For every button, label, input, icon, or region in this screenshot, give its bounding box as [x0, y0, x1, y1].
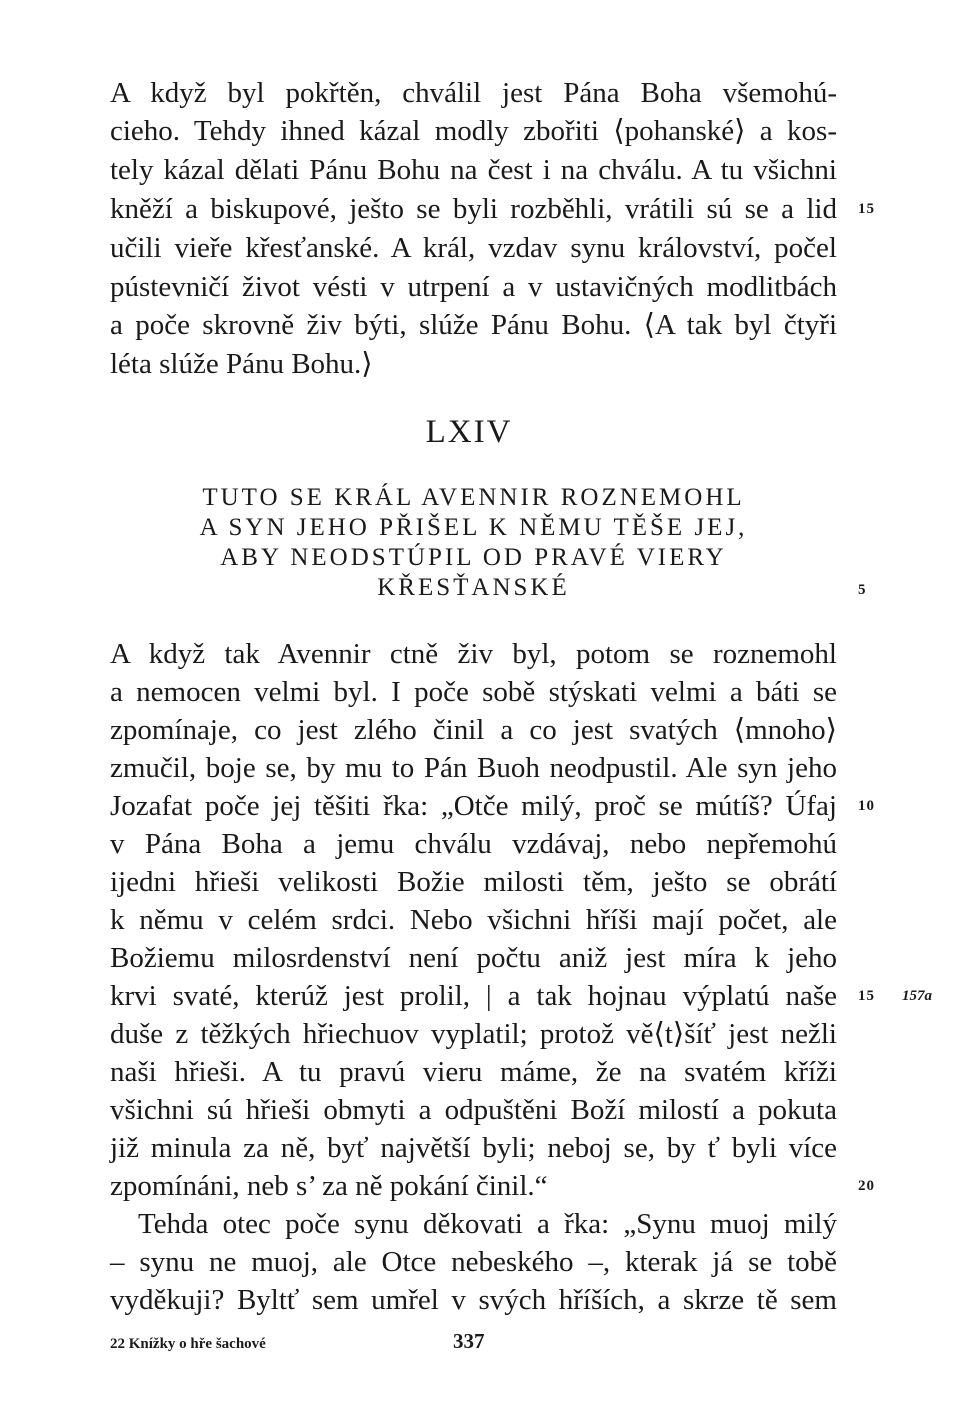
text-line: zpomínaje, co jest zlého činil a co jest svatých ⟨mnoho⟩ — [110, 714, 837, 746]
text-line: cieho. Tehdy ihned kázal modly zbořiti ⟨pohanské⟩ a kos- — [110, 115, 837, 147]
text-line: vyděkuji? Byltť sem umřel v svých hříších, a skrze tě sem — [110, 1284, 837, 1316]
text-line: Tehda otec poče synu děkovati a řka: „Synu muoj milý — [138, 1208, 837, 1240]
text-line: k němu v celém srdci. Nebo všichni hříši mají počet, ale — [110, 904, 837, 936]
text-line: a poče skrovně živ býti, slúže Pánu Bohu. ⟨A tak byl čtyři — [110, 309, 837, 341]
folio-marginal-reference: 157a — [902, 988, 932, 1004]
text-line: duše z těžkých hřiechuov vyplatil; protož vě⟨t⟩šíť jest nežli — [110, 1018, 837, 1050]
text-line: ijedni hřieši velikosti Božie milosti těm, ješto se obrátí — [110, 866, 837, 898]
text-line: naši hřieši. A tu pravú vieru máme, že na svatém kříži — [110, 1056, 837, 1088]
page-number: 337 — [453, 1329, 485, 1353]
text-line: pústevničí život vésti v utrpení a v ustavičných modlitbách — [110, 271, 837, 303]
line-number: 15 — [858, 988, 875, 1004]
text-line: všichni sú hřieši obmyti a odpuštěni Boží milostí a pokuta — [110, 1094, 837, 1126]
text-line: učili vieře křesťanské. A král, vzdav synu království, počel — [110, 232, 837, 264]
line-number: 10 — [858, 798, 875, 814]
text-line: zpomínáni, neb s’ za ně pokání činil.“ — [110, 1170, 548, 1202]
text-line: již minula za ně, byť najvětší byli; neboj se, by ť byli více — [110, 1132, 837, 1164]
text-line: A když tak Avennir ctně živ byl, potom se roznemohl — [110, 638, 837, 670]
text-line: a nemocen velmi byl. I poče sobě stýskati velmi a báti se — [110, 676, 837, 708]
text-line: kněží a biskupové, ješto se byli rozběhli, vrátili sú se a lid — [110, 193, 837, 225]
text-line: – synu ne muoj, ale Otce nebeského –, kterak já se tobě — [110, 1246, 837, 1278]
text-line: Jozafat poče jej těšiti řka: „Otče milý, proč se mútíš? Úfaj — [110, 790, 837, 822]
text-line: zmučil, boje se, by mu to Pán Buoh neodpustil. Ale syn jeho — [110, 752, 837, 784]
text-line: v Pána Boha a jemu chválu vzdávaj, nebo nepřemohú — [110, 828, 837, 860]
heading-line: ABY NEODSTÚPIL OD PRAVÉ VIERY — [220, 544, 727, 571]
text-line: tely kázal dělati Pánu Bohu na čest i na chválu. A tu všichni — [110, 154, 837, 186]
chapter-number: LXIV — [425, 414, 513, 450]
heading-line: TUTO SE KRÁL AVENNIR ROZNEMOHL — [202, 484, 745, 511]
text-line: A když byl pokřtěn, chválil jest Pána Boha všemohú- — [110, 77, 837, 109]
signature-mark: 22 Knížky o hře šachové — [110, 1336, 266, 1352]
line-number: 15 — [858, 201, 875, 217]
text-line: Božiemu milosrdenství není počtu aniž jest míra k jeho — [110, 942, 837, 974]
heading-line: KŘESŤANSKÉ — [377, 574, 570, 601]
text-line: léta slúže Pánu Bohu.⟩ — [110, 348, 373, 380]
line-number: 5 — [858, 582, 867, 598]
text-line: krvi svaté, kterúž jest prolil, | a tak hojnau výplatú naše — [110, 980, 837, 1012]
line-number: 20 — [858, 1178, 875, 1194]
heading-line: A SYN JEHO PŘIŠEL K NĚMU TĚŠE JEJ, — [199, 514, 748, 541]
